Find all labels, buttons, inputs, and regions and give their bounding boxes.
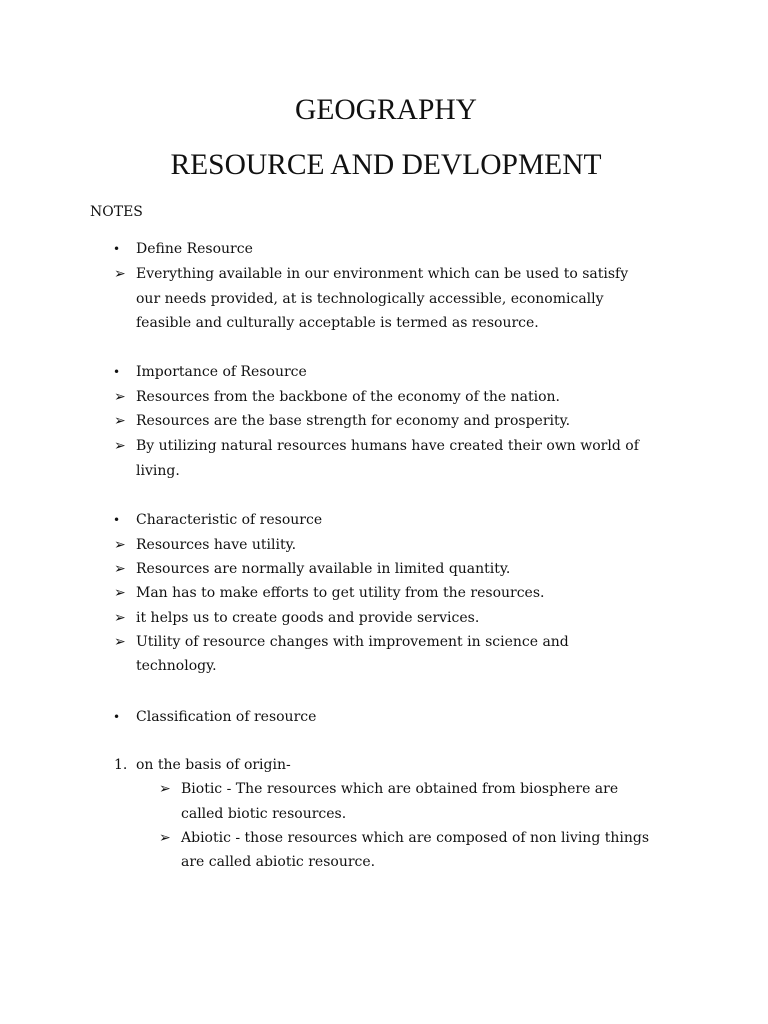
sub-list-item xyxy=(0,826,768,851)
list-item-text: By utilizing natural resources humans have created their own world of xyxy=(136,438,639,454)
sub-list-item-continuation xyxy=(0,802,768,827)
numbered-item-text: on the basis of origin- xyxy=(136,757,291,773)
arrow-marker: ➢ xyxy=(114,634,126,650)
list-item xyxy=(0,606,768,631)
list-item xyxy=(0,409,768,434)
list-item-continuation xyxy=(0,459,768,484)
list-item-text: Everything available in our environment which can be used to satisfy xyxy=(136,266,629,282)
section-heading xyxy=(0,508,768,533)
list-item-text: it helps us to create goods and provide services. xyxy=(136,610,480,626)
arrow-marker: ➢ xyxy=(114,537,126,553)
list-item-text: feasible and culturally acceptable is termed as resource. xyxy=(136,315,539,331)
sub-list-item xyxy=(0,777,768,802)
bullet-marker: • xyxy=(113,242,121,256)
list-item xyxy=(0,385,768,410)
arrow-marker: ➢ xyxy=(114,266,126,282)
section-heading xyxy=(0,705,768,730)
arrow-marker: ➢ xyxy=(114,389,126,405)
list-item xyxy=(0,630,768,655)
arrow-marker: ➢ xyxy=(114,610,126,626)
sub-list-item-text: Abiotic - those resources which are composed of non living things xyxy=(181,830,650,846)
list-item-text: our needs provided, at is technologically accessible, economically xyxy=(136,291,604,307)
bullet-marker: • xyxy=(113,710,121,724)
list-item-text: Resources are the base strength for economy and prosperity. xyxy=(136,413,571,429)
arrow-marker: ➢ xyxy=(159,781,171,797)
section-heading-text: Importance of Resource xyxy=(136,364,307,380)
sub-list-item-text: called biotic resources. xyxy=(181,806,347,822)
notes-label: NOTES xyxy=(90,204,143,220)
section-heading-text: Characteristic of resource xyxy=(136,512,323,528)
arrow-marker: ➢ xyxy=(114,561,126,577)
page-subtitle: RESOURCE AND DEVLOPMENT xyxy=(170,149,602,181)
section-heading-text: Classification of resource xyxy=(136,709,317,725)
section-heading xyxy=(0,237,768,262)
sub-list-item-text: are called abiotic resource. xyxy=(181,854,376,870)
list-item-continuation xyxy=(0,311,768,336)
list-item-continuation xyxy=(0,654,768,679)
list-item-text: Resources from the backbone of the economy of the nation. xyxy=(136,389,560,405)
bullet-marker: • xyxy=(113,513,121,527)
bullet-marker: • xyxy=(113,365,121,379)
list-item-continuation xyxy=(0,287,768,312)
arrow-marker: ➢ xyxy=(114,438,126,454)
list-item-text: Utility of resource changes with improvement in science and xyxy=(136,634,569,650)
sub-list-item-continuation xyxy=(0,850,768,875)
sub-list-item-text: Biotic - The resources which are obtained from biosphere are xyxy=(181,781,619,797)
arrow-marker: ➢ xyxy=(159,830,171,846)
list-item-text: Man has to make efforts to get utility from the resources. xyxy=(136,585,545,601)
list-number: 1. xyxy=(114,757,128,773)
list-item-text: Resources are normally available in limited quantity. xyxy=(136,561,511,577)
list-item xyxy=(0,434,768,459)
arrow-marker: ➢ xyxy=(114,413,126,429)
page-title: GEOGRAPHY xyxy=(295,94,477,126)
list-item xyxy=(0,533,768,558)
list-item-text: Resources have utility. xyxy=(136,537,297,553)
list-item-text: technology. xyxy=(136,658,217,674)
list-item-text: living. xyxy=(136,463,180,479)
list-item xyxy=(0,557,768,582)
arrow-marker: ➢ xyxy=(114,585,126,601)
section-heading xyxy=(0,360,768,385)
section-heading-text: Define Resource xyxy=(136,241,253,257)
numbered-item xyxy=(0,753,768,778)
list-item xyxy=(0,581,768,606)
list-item xyxy=(0,262,768,287)
